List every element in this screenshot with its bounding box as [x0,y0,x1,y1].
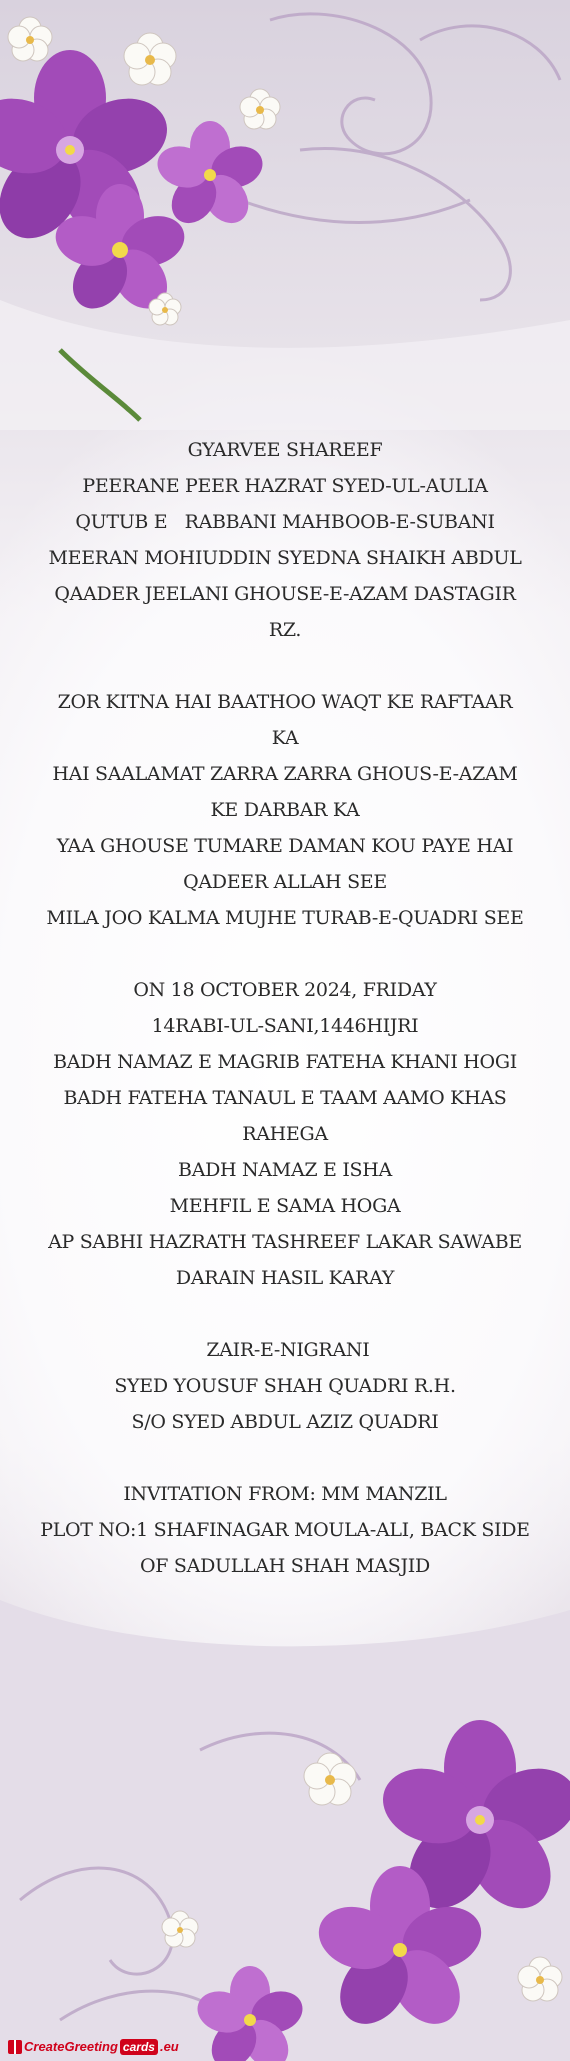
message-line: MEERAN MOHIUDDIN SYEDNA SHAIKH ABDUL [48,547,522,569]
message-line: PLOT NO:1 SHAFINAGAR MOULA-ALI, BACK SIDE [40,1519,530,1541]
message-line: RZ. [268,619,302,641]
message-line: ZAIR-E-NIGRANI [200,1339,370,1361]
message-line: ZOR KITNA HAI BAATHOO WAQT KE RAFTAAR [57,691,513,713]
watermark-text: CreateGreeting [24,2039,118,2054]
message-line: SYED YOUSUF SHAH QUADRI R.H. [114,1375,456,1397]
watermark-suffix: .eu [159,2039,179,2054]
message-line: YAA GHOUSE TUMARE DAMAN KOU PAYE HAI [56,835,514,857]
invitation-message [30,432,540,1584]
message-line: MILA JOO KALMA MUJHE TURAB-E-QUADRI SEE [46,907,524,929]
message-line: OF SADULLAH SHAH MASJID [140,1555,430,1577]
message-line: GYARVEE SHAREEF [187,439,383,461]
message-line: KE DARBAR KA [210,799,360,821]
message-line: HAI SAALAMAT ZARRA ZARRA GHOUS-E-AZAM [52,763,518,785]
message-line: QAADER JEELANI GHOUSE-E-AZAM DASTAGIR [54,583,516,605]
message-line: ON 18 OCTOBER 2024, FRIDAY [133,979,437,1001]
message-spacer [30,936,540,972]
message-line: PEERANE PEER HAZRAT SYED-UL-AULIA [82,475,488,497]
site-watermark [4,2036,183,2058]
message-spacer [30,648,540,684]
message-line: BADH FATEHA TANAUL E TAAM AAMO KHAS [63,1087,507,1109]
message-spacer [30,1440,540,1476]
purple-flower-icon [0,50,268,319]
message-line: DARAIN HASIL KARAY [175,1267,395,1289]
message-line: MEHFIL E SAMA HOGA [169,1195,401,1217]
watermark-box: cards [120,2039,158,2055]
message-line: AP SABHI HAZRATH TASHREEF LAKAR SAWABE [48,1231,522,1253]
message-line: QADEER ALLAH SEE [183,871,387,893]
message-line: S/O SYED ABDUL AZIZ QUADRI [131,1411,439,1433]
floral-top-decoration [0,0,570,430]
message-line: KA [271,727,299,749]
message-line: QUTUB E RABBANI MAHBOOB-E-SUBANI [75,511,495,533]
gift-icon [8,2040,22,2054]
floral-bottom-decoration [0,1600,570,2061]
message-line: BADH NAMAZ E MAGRIB FATEHA KHANI HOGI [53,1051,517,1073]
message-line: RAHEGA [242,1123,328,1145]
message-spacer [30,1296,540,1332]
message-line: INVITATION FROM: MM MANZIL [123,1483,447,1505]
message-line: 14RABI-UL-SANI,1446HIJRI [151,1015,419,1037]
message-line: BADH NAMAZ E ISHA [178,1159,392,1181]
